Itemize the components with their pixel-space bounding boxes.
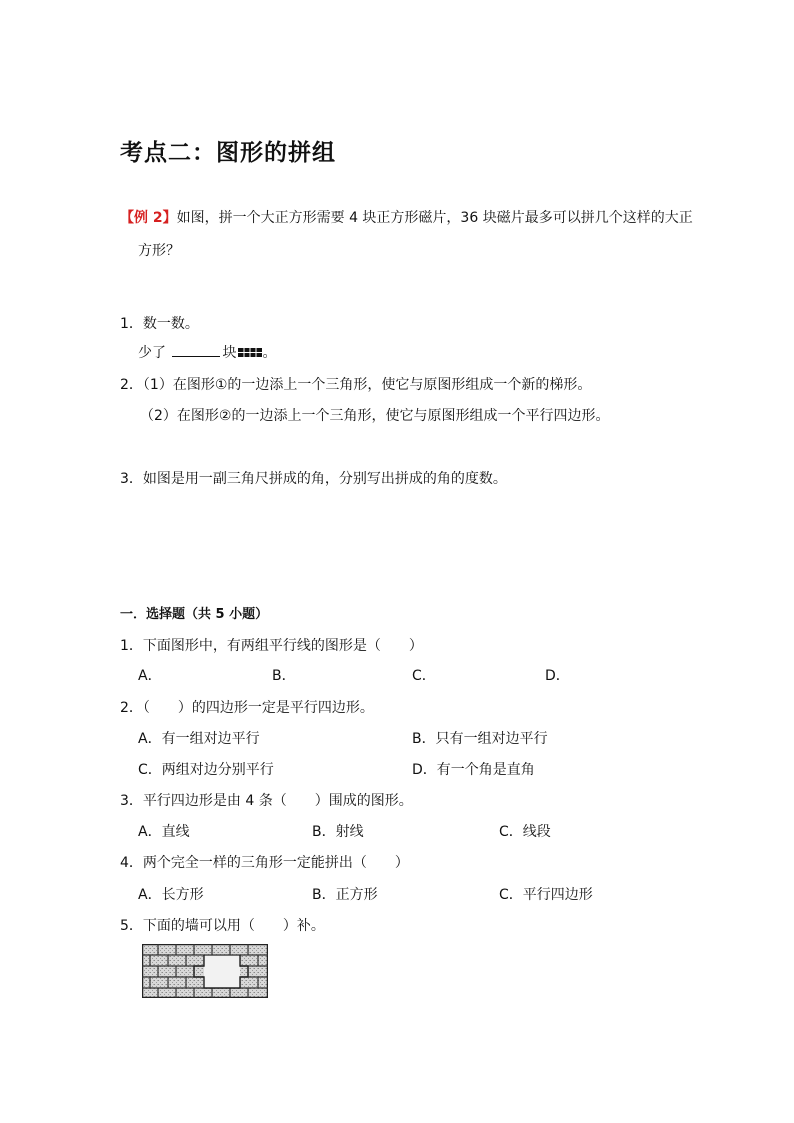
section-heading: 一．选择题（共 5 小题） xyxy=(120,607,269,622)
q1-end: 。 xyxy=(262,345,277,361)
practice-q2-line2: （2）在图形②的一边添上一个三角形，使它与原图形组成一个平行四边形。 xyxy=(140,408,610,424)
choice-q2-stem: 2．（ ）的四边形一定是平行四边形。 xyxy=(120,700,374,716)
q1-prefix: 少了 xyxy=(138,345,166,361)
choice-q5-stem: 5．下面的墙可以用（ ）补。 xyxy=(120,918,325,934)
choice-q1-option-c[interactable]: C． xyxy=(412,668,436,684)
choice-q3-option-c[interactable]: C．线段 xyxy=(499,824,551,840)
choice-q2-option-d[interactable]: D．有一个角是直角 xyxy=(412,762,535,778)
q1-answer-blank[interactable] xyxy=(172,344,220,357)
example-text-1: 如图，拼一个大正方形需要 4 块正方形磁片，36 块磁片最多可以拼几个这样的大正 xyxy=(176,210,693,226)
choice-q1-stem: 1．下面图形中，有两组平行线的图形是（ ） xyxy=(120,638,423,654)
practice-q1-answer-line xyxy=(138,342,276,362)
q1-unit: 块 xyxy=(222,345,237,361)
choice-q2-option-b[interactable]: B．只有一组对边平行 xyxy=(412,731,548,747)
example-tag: 【例 2】 xyxy=(120,210,177,226)
wall-figure xyxy=(142,944,268,1002)
choice-q1-option-d[interactable]: D． xyxy=(545,668,570,684)
choice-q4-option-c[interactable]: C．平行四边形 xyxy=(499,887,593,903)
example-text-2: 方形？ xyxy=(138,243,180,259)
practice-q2-line1: 2．（1）在图形①的一边添上一个三角形，使它与原图形组成一个新的梯形。 xyxy=(120,377,592,393)
choice-q1-option-a[interactable]: A． xyxy=(138,668,162,684)
brick-strip-icon xyxy=(238,345,262,361)
choice-q3-option-a[interactable]: A．直线 xyxy=(138,824,190,840)
choice-q4-stem: 4．两个完全一样的三角形一定能拼出（ ） xyxy=(120,855,409,871)
choice-q2-option-c[interactable]: C．两组对边分别平行 xyxy=(138,762,274,778)
choice-q3-stem: 3．平行四边形是由 4 条（ ）围成的图形。 xyxy=(120,793,413,809)
choice-q4-option-b[interactable]: B．正方形 xyxy=(312,887,378,903)
choice-q3-option-b[interactable]: B．射线 xyxy=(312,824,364,840)
choice-q4-option-a[interactable]: A．长方形 xyxy=(138,887,204,903)
practice-q1-label: 1．数一数。 xyxy=(120,316,199,332)
choice-q2-option-a[interactable]: A．有一组对边平行 xyxy=(138,731,260,747)
page-title: 考点二：图形的拼组 xyxy=(120,140,336,166)
practice-q3: 3．如图是用一副三角尺拼成的角，分别写出拼成的角的度数。 xyxy=(120,471,507,487)
choice-q1-option-b[interactable]: B． xyxy=(272,668,296,684)
example-line-1 xyxy=(120,207,693,227)
